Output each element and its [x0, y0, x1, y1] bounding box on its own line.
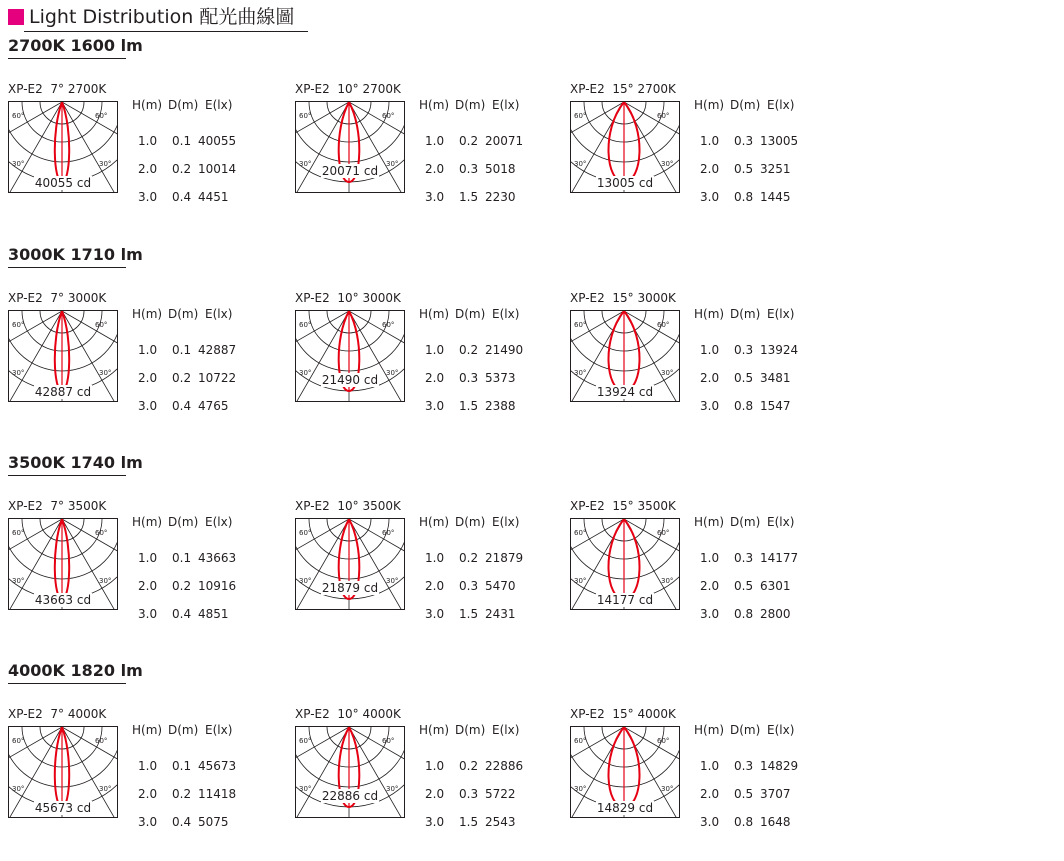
angle-label: 30°	[12, 160, 25, 168]
table-header: D(m)	[455, 723, 486, 737]
table-cell: 0.2	[172, 579, 192, 593]
table-cell: 1.0	[138, 343, 158, 357]
panel-label: XP-E2 7° 4000K	[8, 707, 107, 721]
table-header: D(m)	[455, 515, 486, 529]
angle-label: 60°	[12, 529, 25, 537]
table-cell: 0.8	[734, 399, 754, 413]
table-cell: 5075	[198, 815, 229, 829]
angle-label: 30°	[574, 369, 587, 377]
peak-intensity-value: 21879 cd	[321, 581, 379, 595]
table-cell: 4451	[198, 190, 229, 204]
section-underline	[8, 475, 126, 476]
distribution-panel	[8, 81, 268, 211]
angle-label: 60°	[12, 737, 25, 745]
table-cell: 3.0	[425, 190, 445, 204]
table-cell: 3.0	[425, 607, 445, 621]
table-cell: 3.0	[425, 399, 445, 413]
table-header: E(lx)	[205, 515, 233, 529]
table-cell: 0.2	[459, 343, 479, 357]
peak-intensity	[571, 801, 679, 815]
panel-label: XP-E2 15° 4000K	[570, 707, 676, 721]
table-cell: 21490	[485, 343, 524, 357]
distribution-panel	[570, 706, 830, 836]
table-header: E(lx)	[492, 723, 520, 737]
peak-intensity-value: 13005 cd	[596, 176, 654, 190]
table-header: D(m)	[730, 723, 761, 737]
table-header: E(lx)	[492, 515, 520, 529]
peak-intensity-value: 40055 cd	[34, 176, 92, 190]
table-cell: 45673	[198, 759, 237, 773]
polar-diagram	[295, 518, 405, 610]
table-cell: 0.4	[172, 399, 192, 413]
table-cell: 14829	[760, 759, 799, 773]
spec-section	[0, 453, 1064, 653]
table-cell: 22886	[485, 759, 524, 773]
angle-label: 30°	[661, 577, 674, 585]
polar-diagram	[8, 310, 118, 402]
angle-label: 60°	[12, 112, 25, 120]
table-cell: 0.5	[734, 787, 754, 801]
table-cell: 3.0	[425, 815, 445, 829]
table-header: E(lx)	[205, 723, 233, 737]
polar-diagram	[295, 726, 405, 818]
table-cell: 42887	[198, 343, 237, 357]
peak-intensity-value: 14829 cd	[596, 801, 654, 815]
table-header: E(lx)	[767, 307, 795, 321]
table-cell: 0.2	[172, 787, 192, 801]
table-cell: 1.0	[425, 134, 445, 148]
table-cell: 1.0	[138, 551, 158, 565]
table-cell: 1.5	[459, 190, 479, 204]
table-cell: 2.0	[138, 787, 158, 801]
table-cell: 3.0	[700, 190, 720, 204]
table-cell: 1547	[760, 399, 791, 413]
table-cell: 1.5	[459, 607, 479, 621]
distribution-panel	[570, 290, 830, 420]
peak-intensity	[9, 176, 117, 190]
distribution-panel	[8, 290, 268, 420]
table-cell: 2.0	[700, 579, 720, 593]
section-title: 3500K 1740 lm	[8, 453, 143, 472]
angle-label: 30°	[386, 785, 399, 793]
peak-intensity	[571, 385, 679, 399]
table-cell: 0.3	[734, 551, 754, 565]
angle-label: 60°	[299, 529, 312, 537]
section-title: 2700K 1600 lm	[8, 36, 143, 55]
distribution-panel	[8, 706, 268, 836]
table-cell: 0.1	[172, 343, 192, 357]
distribution-panel	[570, 498, 830, 628]
table-cell: 3.0	[700, 399, 720, 413]
distribution-panel	[295, 498, 555, 628]
table-header: E(lx)	[767, 723, 795, 737]
distribution-panel	[8, 498, 268, 628]
peak-intensity	[296, 373, 404, 387]
angle-label: 60°	[299, 321, 312, 329]
polar-diagram	[8, 726, 118, 818]
table-cell: 0.3	[459, 371, 479, 385]
angle-label: 30°	[574, 577, 587, 585]
table-cell: 3.0	[138, 815, 158, 829]
table-cell: 2.0	[138, 579, 158, 593]
table-header: H(m)	[132, 307, 163, 321]
grid-spoke	[349, 519, 404, 609]
table-cell: 2543	[485, 815, 516, 829]
table-header: H(m)	[419, 723, 450, 737]
angle-label: 30°	[661, 369, 674, 377]
table-cell: 2431	[485, 607, 516, 621]
table-cell: 0.8	[734, 815, 754, 829]
angle-label: 60°	[95, 529, 108, 537]
table-header: H(m)	[132, 515, 163, 529]
distribution-panel	[295, 290, 555, 420]
table-cell: 0.2	[172, 162, 192, 176]
table-cell: 11418	[198, 787, 237, 801]
grid-spoke	[349, 727, 404, 817]
peak-intensity-value: 13924 cd	[596, 385, 654, 399]
angle-label: 30°	[299, 369, 312, 377]
table-cell: 3481	[760, 371, 791, 385]
peak-intensity	[9, 593, 117, 607]
table-cell: 0.4	[172, 607, 192, 621]
table-cell: 1.0	[700, 343, 720, 357]
panel-label: XP-E2 10° 4000K	[295, 707, 401, 721]
table-cell: 2.0	[425, 371, 445, 385]
polar-diagram	[295, 101, 405, 193]
angle-label: 30°	[574, 160, 587, 168]
peak-intensity-value: 22886 cd	[321, 789, 379, 803]
table-cell: 2.0	[700, 787, 720, 801]
table-header: H(m)	[694, 723, 725, 737]
panel-label: XP-E2 7° 3500K	[8, 499, 107, 513]
peak-intensity-value: 45673 cd	[34, 801, 92, 815]
table-cell: 0.2	[459, 551, 479, 565]
peak-intensity	[571, 176, 679, 190]
angle-label: 30°	[12, 369, 25, 377]
peak-intensity-value: 21490 cd	[321, 373, 379, 387]
table-cell: 4851	[198, 607, 229, 621]
angle-label: 60°	[657, 321, 670, 329]
page-title: Light Distribution 配光曲線圖	[29, 6, 295, 28]
angle-label: 60°	[95, 112, 108, 120]
table-header: E(lx)	[767, 98, 795, 112]
polar-diagram	[570, 101, 680, 193]
table-cell: 43663	[198, 551, 237, 565]
table-cell: 3.0	[700, 607, 720, 621]
angle-label: 60°	[382, 529, 395, 537]
table-cell: 2.0	[700, 162, 720, 176]
title-underline	[24, 31, 308, 32]
angle-label: 30°	[99, 577, 112, 585]
angle-label: 30°	[661, 785, 674, 793]
table-header: D(m)	[730, 98, 761, 112]
table-header: H(m)	[419, 98, 450, 112]
table-cell: 0.1	[172, 759, 192, 773]
angle-label: 30°	[12, 785, 25, 793]
table-cell: 0.3	[459, 162, 479, 176]
polar-diagram	[295, 310, 405, 402]
spec-section	[0, 36, 1064, 236]
table-cell: 40055	[198, 134, 237, 148]
spec-section	[0, 245, 1064, 445]
table-cell: 3251	[760, 162, 791, 176]
table-cell: 2.0	[138, 162, 158, 176]
table-cell: 0.2	[172, 371, 192, 385]
angle-label: 60°	[12, 321, 25, 329]
table-header: E(lx)	[492, 307, 520, 321]
table-header: D(m)	[168, 723, 199, 737]
table-header: H(m)	[132, 723, 163, 737]
table-cell: 0.1	[172, 551, 192, 565]
table-cell: 6301	[760, 579, 791, 593]
table-cell: 0.3	[734, 759, 754, 773]
table-cell: 4765	[198, 399, 229, 413]
table-cell: 20071	[485, 134, 524, 148]
grid-spoke	[349, 102, 404, 192]
angle-label: 60°	[574, 737, 587, 745]
table-header: H(m)	[132, 98, 163, 112]
panel-label: XP-E2 7° 3000K	[8, 291, 107, 305]
table-cell: 21879	[485, 551, 524, 565]
table-header: D(m)	[730, 307, 761, 321]
peak-intensity	[296, 789, 404, 803]
table-cell: 3.0	[138, 399, 158, 413]
table-header: D(m)	[168, 98, 199, 112]
table-cell: 5470	[485, 579, 516, 593]
table-cell: 2230	[485, 190, 516, 204]
angle-label: 60°	[382, 321, 395, 329]
table-cell: 1.0	[700, 134, 720, 148]
table-cell: 0.3	[734, 134, 754, 148]
table-header: D(m)	[455, 307, 486, 321]
section-underline	[8, 58, 126, 59]
table-cell: 10916	[198, 579, 237, 593]
polar-diagram	[570, 310, 680, 402]
peak-intensity	[296, 581, 404, 595]
angle-label: 60°	[574, 529, 587, 537]
angle-label: 30°	[12, 577, 25, 585]
angle-label: 30°	[99, 160, 112, 168]
peak-intensity-value: 42887 cd	[34, 385, 92, 399]
table-cell: 1.5	[459, 815, 479, 829]
table-cell: 5373	[485, 371, 516, 385]
table-cell: 3.0	[138, 607, 158, 621]
table-cell: 0.3	[459, 787, 479, 801]
table-cell: 0.2	[459, 134, 479, 148]
peak-intensity	[9, 801, 117, 815]
table-header: E(lx)	[767, 515, 795, 529]
angle-label: 30°	[99, 785, 112, 793]
table-cell: 0.5	[734, 371, 754, 385]
table-cell: 2388	[485, 399, 516, 413]
table-header: E(lx)	[205, 307, 233, 321]
table-cell: 10014	[198, 162, 237, 176]
table-cell: 2.0	[700, 371, 720, 385]
table-cell: 13005	[760, 134, 799, 148]
angle-label: 30°	[386, 577, 399, 585]
angle-label: 30°	[386, 160, 399, 168]
angle-label: 60°	[299, 112, 312, 120]
table-header: E(lx)	[205, 98, 233, 112]
table-cell: 1445	[760, 190, 791, 204]
table-cell: 3.0	[138, 190, 158, 204]
table-header: D(m)	[168, 515, 199, 529]
angle-label: 60°	[95, 737, 108, 745]
peak-intensity-value: 43663 cd	[34, 593, 92, 607]
polar-diagram	[570, 518, 680, 610]
polar-diagram	[8, 101, 118, 193]
table-header: E(lx)	[492, 98, 520, 112]
table-cell: 14177	[760, 551, 799, 565]
table-cell: 3.0	[700, 815, 720, 829]
angle-label: 30°	[574, 785, 587, 793]
angle-label: 60°	[574, 112, 587, 120]
table-header: D(m)	[730, 515, 761, 529]
table-header: H(m)	[694, 98, 725, 112]
angle-label: 30°	[299, 160, 312, 168]
angle-label: 30°	[299, 785, 312, 793]
spec-section	[0, 661, 1064, 861]
panel-label: XP-E2 15° 3000K	[570, 291, 676, 305]
table-header: H(m)	[694, 515, 725, 529]
peak-intensity-value: 20071 cd	[321, 164, 379, 178]
angle-label: 30°	[99, 369, 112, 377]
table-header: H(m)	[419, 307, 450, 321]
table-header: H(m)	[419, 515, 450, 529]
angle-label: 30°	[386, 369, 399, 377]
table-cell: 0.5	[734, 579, 754, 593]
panel-label: XP-E2 10° 3000K	[295, 291, 401, 305]
table-cell: 1648	[760, 815, 791, 829]
table-cell: 1.0	[700, 551, 720, 565]
distribution-panel	[295, 81, 555, 211]
table-cell: 1.0	[138, 759, 158, 773]
panel-label: XP-E2 10° 3500K	[295, 499, 401, 513]
table-cell: 5018	[485, 162, 516, 176]
polar-diagram	[570, 726, 680, 818]
table-cell: 1.0	[138, 134, 158, 148]
section-title: 3000K 1710 lm	[8, 245, 143, 264]
angle-label: 60°	[657, 529, 670, 537]
table-cell: 10722	[198, 371, 237, 385]
accent-square	[8, 9, 24, 25]
angle-label: 60°	[382, 737, 395, 745]
table-cell: 13924	[760, 343, 799, 357]
angle-label: 30°	[661, 160, 674, 168]
distribution-panel	[570, 81, 830, 211]
panel-label: XP-E2 15° 3500K	[570, 499, 676, 513]
panel-label: XP-E2 7° 2700K	[8, 82, 107, 96]
table-cell: 1.0	[425, 343, 445, 357]
table-header: D(m)	[168, 307, 199, 321]
angle-label: 60°	[657, 112, 670, 120]
table-cell: 1.0	[425, 759, 445, 773]
table-cell: 2.0	[425, 162, 445, 176]
table-cell: 0.1	[172, 134, 192, 148]
peak-intensity	[9, 385, 117, 399]
table-header: H(m)	[694, 307, 725, 321]
grid-spoke	[349, 311, 404, 401]
angle-label: 60°	[657, 737, 670, 745]
section-underline	[8, 267, 126, 268]
table-cell: 0.2	[459, 759, 479, 773]
table-cell: 0.3	[734, 343, 754, 357]
table-cell: 0.5	[734, 162, 754, 176]
table-cell: 0.3	[459, 579, 479, 593]
peak-intensity	[296, 164, 404, 178]
section-title: 4000K 1820 lm	[8, 661, 143, 680]
table-cell: 1.0	[425, 551, 445, 565]
table-cell: 0.8	[734, 607, 754, 621]
table-cell: 0.4	[172, 815, 192, 829]
angle-label: 60°	[574, 321, 587, 329]
section-underline	[8, 683, 126, 684]
table-cell: 1.5	[459, 399, 479, 413]
angle-label: 60°	[299, 737, 312, 745]
panel-label: XP-E2 10° 2700K	[295, 82, 401, 96]
distribution-panel	[295, 706, 555, 836]
table-cell: 0.4	[172, 190, 192, 204]
table-cell: 2800	[760, 607, 791, 621]
peak-intensity	[571, 593, 679, 607]
polar-diagram	[8, 518, 118, 610]
table-header: D(m)	[455, 98, 486, 112]
table-cell: 2.0	[425, 787, 445, 801]
angle-label: 60°	[95, 321, 108, 329]
table-cell: 1.0	[700, 759, 720, 773]
table-cell: 5722	[485, 787, 516, 801]
angle-label: 30°	[299, 577, 312, 585]
panel-label: XP-E2 15° 2700K	[570, 82, 676, 96]
table-cell: 2.0	[425, 579, 445, 593]
angle-label: 60°	[382, 112, 395, 120]
table-cell: 2.0	[138, 371, 158, 385]
peak-intensity-value: 14177 cd	[596, 593, 654, 607]
table-cell: 0.8	[734, 190, 754, 204]
table-cell: 3707	[760, 787, 791, 801]
